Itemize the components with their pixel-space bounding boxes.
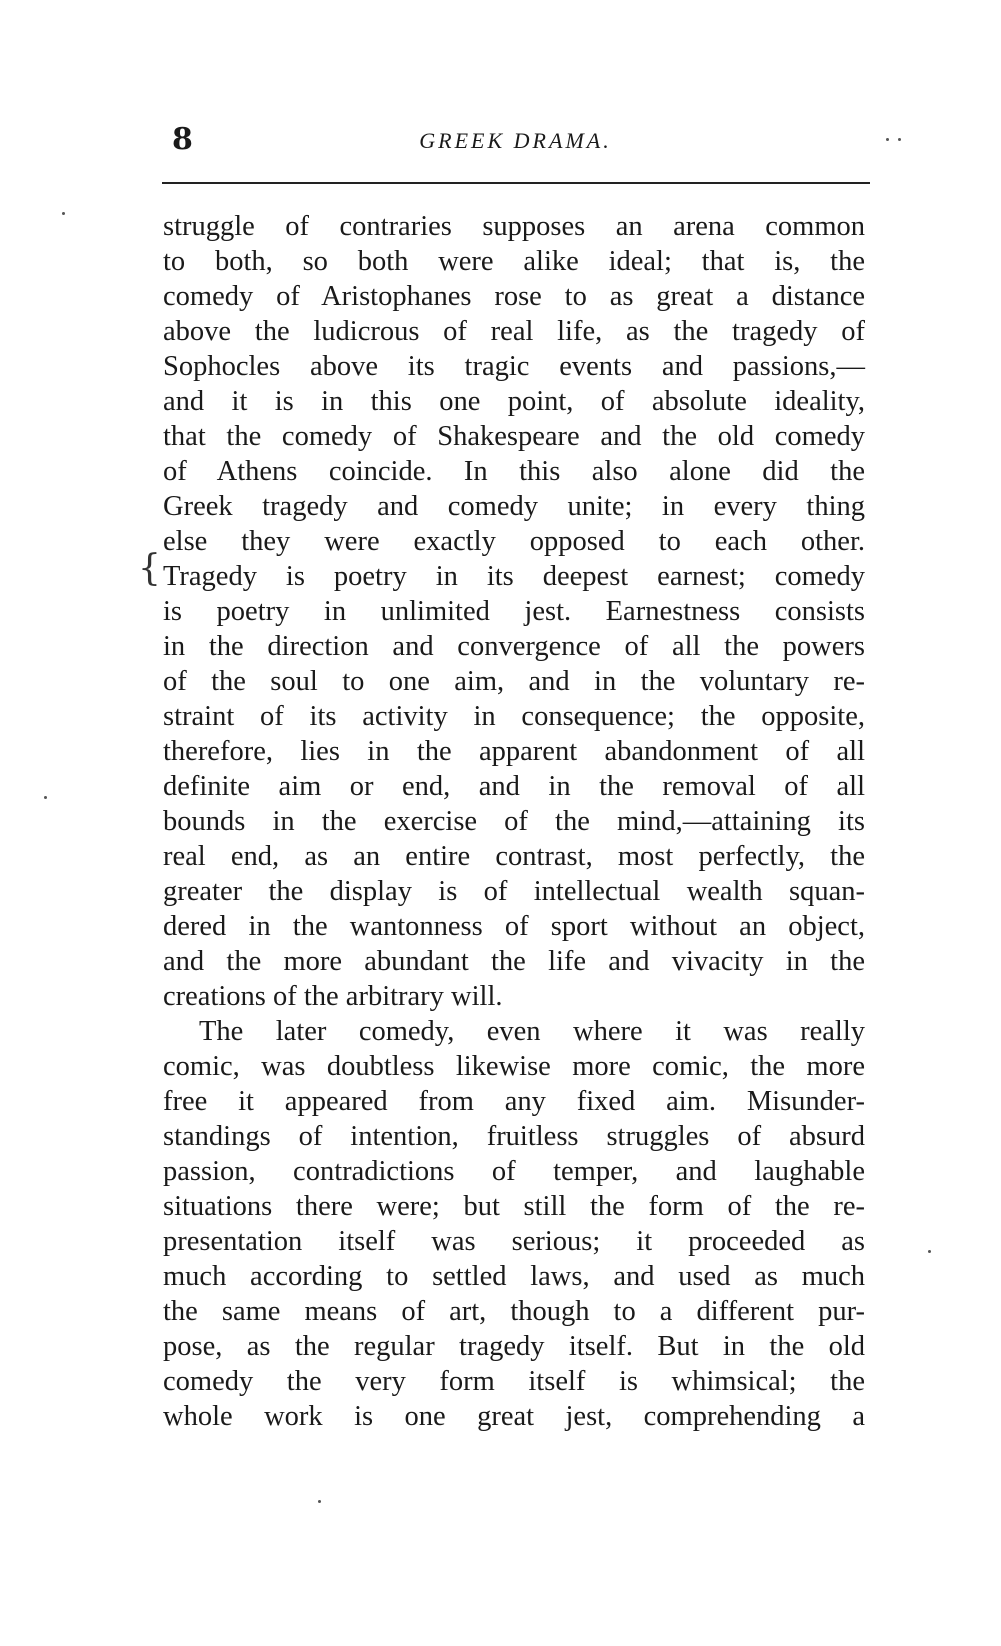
text-line-underlined: of Athens coincide. In this also alone did the — [163, 456, 865, 487]
text-line: standings of intention, fruitless struggles of absurd — [163, 1121, 865, 1152]
text-line: Tragedy is poetry in its deepest earnest; comedy — [163, 561, 865, 592]
text-line: Sophocles above its tragic events and passions,— — [163, 351, 865, 382]
text-line: to both, so both were alike ideal; that is, the — [163, 246, 865, 277]
text-line: therefore, lies in the apparent abandonment of all — [163, 736, 865, 767]
page-number: 8 — [172, 122, 193, 157]
text-line-underlined: that the comedy of Shakespeare and the old comedy — [163, 421, 865, 452]
text-line: The later comedy, even where it was really — [199, 1016, 865, 1047]
text-line: the same means of art, though to a different pur- — [163, 1296, 865, 1327]
paragraph-2 — [163, 1014, 865, 1434]
text-line: much according to settled laws, and used as much — [163, 1261, 865, 1292]
text-line: above the ludicrous of real life, as the tragedy of — [163, 316, 865, 347]
text-line: creations of the arbitrary will. — [163, 981, 503, 1012]
text-line: situations there were; but still the form of the re- — [163, 1191, 865, 1222]
running-title-text: GREEK DRAMA. — [419, 128, 612, 153]
text-line: of the soul to one aim, and in the voluntary re- — [163, 666, 865, 697]
text-line: else they were exactly opposed to each other. — [163, 526, 865, 557]
text-line: passion, contradictions of temper, and laughable — [163, 1156, 865, 1187]
text-line: bounds in the exercise of the mind,—attaining its — [163, 806, 865, 837]
text-line: free it appeared from any fixed aim. Misunder- — [163, 1086, 865, 1117]
speck-mark — [898, 138, 901, 141]
margin-bracket-mark: { — [138, 548, 161, 589]
text-line: straint of its activity in consequence; the opposite, — [163, 701, 865, 732]
speck-mark — [44, 796, 47, 799]
text-line: comedy of Aristophanes rose to as great a distance — [163, 281, 865, 312]
paragraph-1 — [163, 209, 865, 1014]
speck-mark — [62, 212, 65, 215]
text-line: pose, as the regular tragedy itself. But in the old — [163, 1331, 865, 1362]
text-line: comedy the very form itself is whimsical; the — [163, 1366, 865, 1397]
text-line: real end, as an entire contrast, most perfectly, the — [163, 841, 865, 872]
text-line: comic, was doubtless likewise more comic, the more — [163, 1051, 865, 1082]
text-line: dered in the wantonness of sport without an object, — [163, 911, 865, 942]
header-rule — [162, 182, 870, 184]
body-text — [163, 209, 865, 1434]
text-line: whole work is one great jest, comprehending a — [163, 1401, 865, 1432]
text-line: struggle of contraries supposes an arena common — [163, 211, 865, 242]
text-line: greater the display is of intellectual wealth squan- — [163, 876, 865, 907]
text-line: definite aim or end, and in the removal of all — [163, 771, 865, 802]
text-line: presentation itself was serious; it proceeded as — [163, 1226, 865, 1257]
text-line: and the more abundant the life and vivacity in the — [163, 946, 865, 977]
text-line: Greek tragedy and comedy unite; in every thing — [163, 491, 865, 522]
running-title — [0, 128, 1001, 154]
speck-mark — [318, 1500, 321, 1503]
text-line: in the direction and convergence of all the powers — [163, 631, 865, 662]
speck-mark — [886, 138, 889, 141]
text-line: is poetry in unlimited jest. Earnestness consists — [163, 596, 865, 627]
speck-mark — [928, 1250, 931, 1253]
text-line: and it is in this one point, of absolute ideality, — [163, 386, 865, 417]
